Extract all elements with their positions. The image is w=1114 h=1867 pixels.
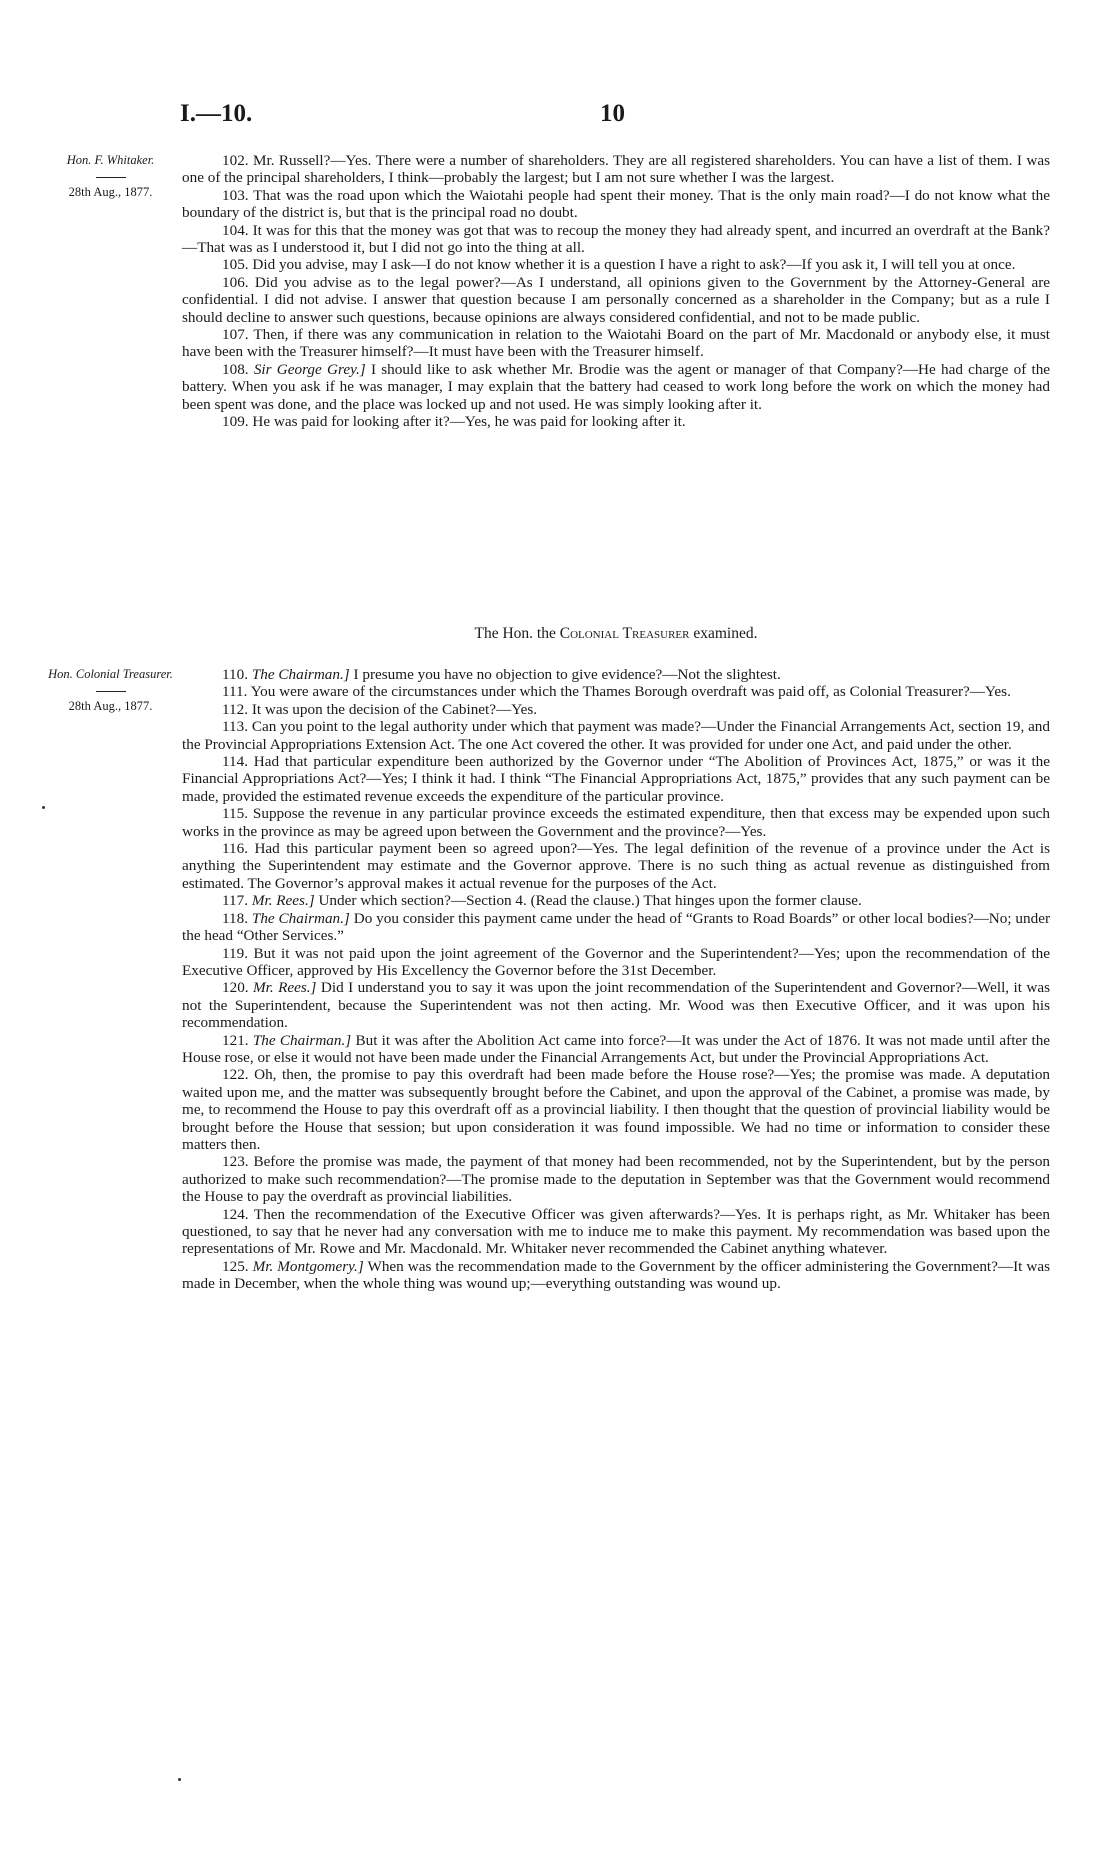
- margin-note-divider: [96, 177, 126, 178]
- margin-note-name: Hon. Colonial Treasurer.: [48, 667, 173, 681]
- question-109: [182, 413, 1050, 430]
- question-text: I presume you have no objection to give evidence?—Not the slightest.: [353, 666, 781, 683]
- question-number: 102.: [222, 152, 249, 169]
- question-105: [182, 256, 1050, 273]
- question-119: [182, 945, 1050, 980]
- question-118: [182, 910, 1050, 945]
- speaker-name: Mr. Rees.]: [251, 892, 315, 910]
- question-116: [182, 840, 1050, 892]
- question-110: [182, 666, 1050, 683]
- question-102: [182, 152, 1050, 187]
- question-number: 105.: [222, 256, 249, 274]
- question-text: Do you consider this payment came under the head of “Grants to Road Boards” or other local bodies?—No; under the head “Other Services.”: [182, 909, 1051, 945]
- question-104: [182, 222, 1050, 257]
- speaker-name: The Chairman.]: [252, 1031, 352, 1049]
- question-number: 108.: [222, 360, 249, 378]
- question-text: Mr. Russell?—Yes. There were a number of shareholders. They are all registered shareholders. You can have a list of them. I was one of the principal shareholders, I think—probably the largest; but I am not sure whether I was the largest.: [182, 152, 1051, 187]
- question-text: Then the recommendation of the Executive Officer was given afterwards?—Yes. It is perhaps right, as Mr. Whitaker has been questioned, to say that he never had any conversation with me to induce me to make this payment. My recommendation was based upon the representations of Mr. Rowe and Mr. Macdonald. Mr. Whitaker never recommended the Cabinet anything whatever.: [182, 1205, 1050, 1258]
- question-text: That was the road upon which the Waiotahi people had spent their money. That is the only main road?—I do not know what the boundary of the district is, but that is the principal road no doubt.: [182, 186, 1050, 222]
- question-text: When was the recommendation made to the Government by the officer administering the Government?—It was made in December, when the whole thing was wound up;—everything outstanding was wound up.: [182, 1257, 1050, 1293]
- question-number: 118.: [222, 909, 249, 927]
- page-number: 10: [600, 100, 625, 127]
- question-text: Oh, then, the promise to pay this overdraft had been made before the House rose?—Yes; the promise was made. A deputation waited upon me, and the matter was subsequently brought before the Cabinet, and upon the approval of the Cabinet, a promise was made, by me, to recommend the House to pay this overdraft off as a provincial liability. I then thought that the question of provincial liability would be brought before the House that session; but upon consideration it was found impossible. We had no time or information to consider these matters then.: [182, 1066, 1051, 1153]
- question-113: [182, 718, 1050, 753]
- question-text: Did I understand you to say it was upon the joint recommendation of the Superintendent and Governor?—Well, it was not the Superintendent, because the Superintendent was not then acting. Mr. Wood was then Executive Officer, and it was upon his recommendation.: [182, 979, 1050, 1032]
- question-114: [182, 753, 1050, 805]
- question-number: 109.: [222, 413, 249, 431]
- question-text: It was upon the decision of the Cabinet?—Yes.: [251, 700, 538, 718]
- question-125: [182, 1258, 1050, 1293]
- margin-note-date: 28th Aug., 1877.: [68, 699, 153, 713]
- question-number: 107.: [222, 326, 249, 344]
- question-text: Did you advise as to the legal power?—As I understand, all opinions given to the Government by the Attorney-General are confidential. I did not advise. I answer that question because I am personally concerned as a shareholder in the Company; but as a rule I should decline to answer such questions, because opinions are always considered confidential, and not to be made public.: [182, 273, 1050, 326]
- question-text: Did you advise, may I ask—I do not know whether it is a question I have a right to ask?—If you ask it, I will tell you at once.: [252, 256, 1016, 274]
- question-text: You were aware of the circumstances under which the Thames Borough overdraft was paid off, as Colonial Treasurer?—Yes.: [250, 683, 1011, 701]
- question-108: [182, 361, 1050, 413]
- question-number: 113.: [222, 718, 249, 736]
- question-number: 116.: [222, 840, 249, 858]
- question-text: Under which section?—Section 4. (Read the clause.) That hinges upon the former clause.: [318, 892, 862, 910]
- question-text: I should like to ask whether Mr. Brodie was the agent or manager of that Company?—He had charge of the battery. When you ask if he was manager, I may explain that the battery had ceased to work long before the work on which the money had been spent was done, and the place was locked up and not used. He was simply looking after it.: [182, 360, 1051, 413]
- question-117: [182, 892, 1050, 909]
- margin-note-witness-1: [38, 152, 183, 201]
- question-123: [182, 1153, 1050, 1205]
- section-heading-title: Colonial Treasurer: [559, 625, 690, 642]
- question-text: But it was not paid upon the joint agreement of the Governor and the Superintendent?—Yes; upon the recommendation of the Executive Officer, approved by His Excellency the Governor before the 31st December.: [182, 944, 1050, 979]
- question-122: [182, 1066, 1050, 1153]
- question-text: It was for this that the money was got that was to recoup the money they had already spent, and incurred an overdraft at the Bank?—That was as I understood it, but I did not go into the thing at all.: [182, 221, 1050, 257]
- question-text: Had this particular payment been so agreed upon?—Yes. The legal definition of the revenue of a province under the Act is anything the Superintendent may estimate and the Governor approve. There is no such thing as actual revenue as distinguished from estimated. The Governor’s approval makes it actual revenue for the purposes of the Act.: [182, 840, 1050, 892]
- question-text: He was paid for looking after it?—Yes, he was paid for looking after it.: [252, 413, 686, 431]
- question-112: [182, 701, 1050, 718]
- question-text: Had that particular expenditure been authorized by the Governor under “The Abolition of Provinces Act, 1875,” or was it the Financial Appropriations Act?—Yes; I think it had. I think “The Financial Appropriations Act, 1875,” provides that any such payment can be made, provided the estimated revenue exceeds the expenditure of the particular province.: [182, 753, 1050, 805]
- question-text: Before the promise was made, the payment of that money had been recommended, not by the Superintendent, but by the person authorized to make such recommendation?—The promise made to the deputation in September was that the Government would recommend the House to pay the overdraft as provincial liabilities.: [182, 1153, 1051, 1206]
- stray-mark: [42, 806, 45, 809]
- question-number: 111.: [222, 683, 248, 701]
- question-106: [182, 274, 1050, 326]
- question-number: 121.: [222, 1031, 249, 1049]
- question-111: [182, 683, 1050, 700]
- question-124: [182, 1206, 1050, 1258]
- question-number: 125.: [222, 1257, 249, 1275]
- speaker-name: The Chairman.]: [251, 909, 350, 927]
- question-103: [182, 187, 1050, 222]
- question-number: 104.: [222, 221, 249, 239]
- speaker-name: Sir George Grey.]: [253, 360, 366, 378]
- margin-note-name: Hon. F. Whitaker.: [66, 153, 155, 167]
- question-text: Then, if there was any communication in relation to the Waiotahi Board on the part of Mr. Macdonald or anybody else, it must have been with the Treasurer himself?—It must have been with the Treasurer himself.: [182, 326, 1050, 361]
- question-number: 122.: [222, 1066, 249, 1084]
- question-text: Suppose the revenue in any particular province exceeds the estimated expenditure, then that excess may be expended upon such works in the province as may be agreed upon between the Government and the province?—Yes.: [182, 805, 1050, 840]
- question-number: 106.: [222, 273, 249, 291]
- question-number: 117.: [222, 892, 249, 910]
- question-number: 112.: [222, 700, 249, 718]
- question-107: [182, 326, 1050, 361]
- stray-mark: [178, 1778, 181, 1781]
- question-number: 119.: [222, 944, 249, 962]
- section-heading-suffix: examined.: [693, 625, 758, 642]
- speaker-name: The Chairman.]: [251, 666, 350, 683]
- speaker-name: Mr. Rees.]: [253, 979, 317, 997]
- question-number: 120.: [222, 979, 249, 997]
- question-number: 115.: [222, 805, 249, 823]
- question-115: [182, 805, 1050, 840]
- testimony-section-2: [182, 666, 1050, 1293]
- question-number: 123.: [222, 1153, 249, 1171]
- question-text: Can you point to the legal authority under which that payment was made?—Under the Financial Arrangements Act, section 19, and the Provincial Appropriations Extension Act. The one Act covered the other. It was provided for under one Act, and paid under the other.: [182, 718, 1050, 753]
- question-number: 114.: [222, 753, 249, 771]
- margin-note-date: 28th Aug., 1877.: [68, 185, 153, 199]
- section-heading-prefix: The Hon. the: [474, 625, 556, 642]
- question-number: 110.: [222, 666, 249, 683]
- margin-note-divider: [96, 691, 126, 692]
- section-reference: I.—10.: [180, 100, 253, 127]
- speaker-name: Mr. Montgomery.]: [252, 1257, 364, 1275]
- question-text: But it was after the Abolition Act came into force?—It was under the Act of 1876. It was not made until after the House rose, or else it would not have been made under the Financial Arrangements Act, but under the Provincial Appropriations Act.: [182, 1031, 1051, 1066]
- testimony-section-1: [182, 152, 1050, 431]
- section-heading: [182, 625, 1050, 643]
- question-120: [182, 979, 1050, 1031]
- question-121: [182, 1032, 1050, 1067]
- margin-note-witness-2: [38, 666, 183, 715]
- question-number: 103.: [222, 186, 249, 204]
- question-number: 124.: [222, 1205, 249, 1223]
